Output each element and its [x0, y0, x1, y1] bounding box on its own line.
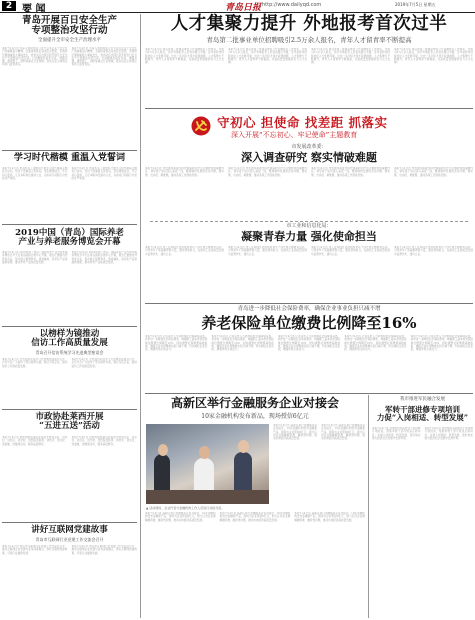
story-subtitle: 全面提升全市安全生产治理水平 [38, 38, 101, 43]
story-divider [2, 409, 137, 410]
story-subtitle: 青岛市互联网行业党建工作交流会召开 [35, 537, 104, 542]
party-emblem-icon [191, 116, 211, 136]
pension-body: 本报7月4日讯 记者从市人力资源和社会保障局获悉，我市进一步降低社会保险费率，城镇职工基本养老保险单位缴费比例降至16%，同时调整社保缴费基数政策，确保企业社保缴费负担只减不增，切实减轻企业负担，增强市场主体活力。 本报7月4日讯 记者从市人力资源和社会保障局获悉，我市进一步降低社会保险费率，城镇职工基本养老保险单位缴费比例降至16%，同时调整社保缴费基数政策，确保企业社保缴费负担只减不增，切实减轻企业负担，增强市场主体活力。 本报7月4日讯 记者从市人力资源和社会保障局获悉，我市进一步降低社会保险费率，城镇职工基本养老保险单位缴费比例降至16%，同时调整社保缴费基数政策，确保企业社保缴费负担只减不增，切实减轻企业负担，增强市场主体活力。 本报7月4日讯 记者从市人力资源和社会保障局获悉，我市进一步降低社会保险费率，城镇职工基本养老保险单位缴费比例降至16%，同时调整社保缴费基数政策，确保企业社保缴费负担只减不增，切实减轻企业负担，增强市场主体活力。 本报7月4日讯 记者从市人力资源和社会保障局获悉，我市进一步降低社会保险费率，城镇职工基本养老保险单位缴费比例降至16%，同时调整社保缴费基数政策，确保企业社保缴费负担只减不增，切实减轻企业负担，增强市场主体活力。 [145, 335, 473, 352]
finance-subheadline: 10家金融机构发布新品，现场授信6亿元 [201, 413, 309, 420]
story-title: 学习时代楷模 重温入党誓词 [13, 153, 126, 163]
left-column [2, 16, 137, 616]
story-divider [2, 326, 137, 327]
section-divider [150, 221, 468, 222]
section-label: 要 闻 [22, 4, 46, 15]
army-headline: 军转干部进修专项培训 力促“入岗相适、转型发展” [376, 405, 469, 423]
story-body: 本报7月4日讯 市政协组织委员赴莱西开展进企业、进乡村、进社区、进学校、进医院送政策、送技术、送文化、送温暖、送健康活动，服务基层群众。 本报7月4日讯 市政协组织委员赴莱西开展进企业、进乡村、进社区、进学校、进医院送政策、送技术、送文化、送温暖、送健康活动，服务基层群众。 [2, 436, 137, 446]
section-divider [145, 393, 473, 394]
story-body: 本报7月4日讯 市直机关工委组织开展学习时代楷模主题党日活动，党员干部重温入党誓词，坚定理想信念，牢记初心使命，立足本职岗位建功立业，以实际行动践行对党的庄严承诺。 本报7月4日讯 市直机关工委组织开展学习时代楷模主题党日活动，党员干部重温入党誓词，坚定理想信念，牢记初心使命，立足本职岗位建功立业，以实际行动践行对党的庄严承诺。 [2, 167, 137, 180]
story-title: 市政协赴莱西开展 “五进五送”活动 [35, 412, 104, 432]
website-url[interactable]: http://www.dailyqd.com [262, 2, 322, 8]
newspaper-logo: 青岛日报 [225, 3, 262, 13]
pension-kicker: 青岛进一步降低社会保险费率，确保企业事业负担只减不增 [237, 306, 381, 312]
column-divider [368, 395, 369, 618]
story-title: 青岛开展百日安全生产 专项整治攻坚行动 [21, 15, 117, 37]
header-rule [0, 12, 475, 13]
story-title: 以榜样为镜推动 信访工作高质量发展 [31, 329, 108, 349]
photo-caption: ▲ 活动现场，企业代表与金融机构工作人员进行对接交流。 [146, 506, 225, 510]
story-divider [2, 224, 137, 225]
finance-body-beside-photo: 本报7月4日讯 高新区举行金融服务企业对接会，10家金融机构发布金融新产品，现场为企业授信6亿元，助力区内企业破解融资难、融资贵问题，推动实体经济高质量发展。 本报7月4日讯 高新区举行金融服务企业对接会，10家金融机构发布金融新产品，现场为企业授信6亿元，助力区内企业破解融资难、融资贵问题，推动实体经济高质量发展。 [273, 424, 365, 441]
feature-headline: 凝聚青春力量 强化使命担当 [241, 230, 377, 243]
theme-banner [185, 112, 460, 142]
story-title: 讲好互联网党建故事 [31, 525, 108, 535]
pension-headline: 养老保险单位缴费比例降至16% [201, 314, 417, 332]
finance-body: 本报7月4日讯 高新区举行金融服务企业对接会，10家金融机构发布金融新产品，现场为企业授信6亿元，助力区内企业破解融资难、融资贵问题，推动实体经济高质量发展。 本报7月4日讯 高新区举行金融服务企业对接会，10家金融机构发布金融新产品，现场为企业授信6亿元，助力区内企业破解融资难、融资贵问题，推动实体经济高质量发展。 本报7月4日讯 高新区举行金融服务企业对接会，10家金融机构发布金融新产品，现场为企业授信6亿元，助力区内企业破解融资难、融资贵问题，推动实体经济高质量发展。 [145, 512, 365, 522]
feature-headline: 深入调查研究 察实情破难题 [241, 151, 377, 164]
section-divider [145, 108, 473, 109]
story-title: 2019中国（青岛）国际养老 产业与养老服务博览会开幕 [15, 228, 124, 248]
lead-subheadline: 青岛第二批事业单位招聘吸引2.5万余人报名，青年人才留青率不断提高 [206, 36, 412, 44]
army-kicker: 我市推进军民融合发展 [400, 397, 445, 402]
story-body: 本报7月4日讯 为深入贯彻落实习近平总书记关于安全生产的重要指示精神，全面排查整治各类安全隐患，有效防范遏制重特大事故发生，我市决定自即日起开展百日安全生产专项整治攻坚行动。行动聚焦危险化学品、道路交通、建筑施工、消防等重点行业领域，落实企业主体责任和部门监管责任。 本报7月4日讯 为深入贯彻落实习近平总书记关于安全生产的重要指示精神，全面排查整治各类安全隐患，有效防范遏制重特大事故发生，我市决定自即日起开展百日安全生产专项整治攻坚行动。行动聚焦危险化学品、道路交通、建筑施工、消防等重点行业领域，落实企业主体责任和部门监管责任。 [2, 47, 137, 67]
feature-body: 本报7月4日讯 市发展改革委坚持把调查研究作为主题教育的重要内容，领导班子成员深入基层一线，聚焦制约发展的突出问题，察实情、出实招、破难题，推动各项工作落地见效。 本报7月4日讯 市发展改革委坚持把调查研究作为主题教育的重要内容，领导班子成员深入基层一线，聚焦制约发展的突出问题，察实情、出实招、破难题，推动各项工作落地见效。 本报7月4日讯 市发展改革委坚持把调查研究作为主题教育的重要内容，领导班子成员深入基层一线，聚焦制约发展的突出问题，察实情、出实招、破难题，推动各项工作落地见效。 本报7月4日讯 市发展改革委坚持把调查研究作为主题教育的重要内容，领导班子成员深入基层一线，聚焦制约发展的突出问题，察实情、出实招、破难题，推动各项工作落地见效。 [145, 167, 473, 177]
story-body: 本报7月4日讯 全市信访系统学习先进典型座谈会召开，会议号召广大信访干部以榜样为镜，践行为民宗旨，推动信访工作高质量发展。 本报7月4日讯 全市信访系统学习先进典型座谈会召开，会议号召广大信访干部以榜样为镜，践行为民宗旨，推动信访工作高质量发展。 [2, 358, 137, 368]
banner-title: 守初心 担使命 找差距 抓落实 [217, 115, 388, 130]
feature-kicker: 市工业和信息化局： [286, 223, 332, 229]
story-divider [2, 150, 137, 151]
story-divider [2, 522, 137, 523]
story-subtitle: 青岛召开信访系统学习先进典型座谈会 [35, 350, 104, 355]
story-body: 本报7月4日讯 青岛市互联网行业党建工作交流会召开，推动互联网企业党建与业务深度融合，讲好互联网党建故事，引领行业健康发展。 本报7月4日讯 青岛市互联网行业党建工作交流会召开，推动互联网企业党建与业务深度融合，讲好互联网党建故事，引领行业健康发展。 [2, 545, 137, 555]
banner-subtitle: 深入开展“不忘初心、牢记使命”主题教育 [231, 131, 358, 139]
feature-body: 本报7月4日讯 市工业和信息化局组织青年干部开展主题教育活动，引导青年干部凝聚青春力量，强化使命担当，在推动工业高质量发展中奋勇争先、建功立业。 本报7月4日讯 市工业和信息化局组织青年干部开展主题教育活动，引导青年干部凝聚青春力量，强化使命担当，在推动工业高质量发展中奋勇争先、建功立业。 本报7月4日讯 市工业和信息化局组织青年干部开展主题教育活动，引导青年干部凝聚青春力量，强化使命担当，在推动工业高质量发展中奋勇争先、建功立业。 本报7月4日讯 市工业和信息化局组织青年干部开展主题教育活动，引导青年干部凝聚青春力量，强化使命担当，在推动工业高质量发展中奋勇争先、建功立业。 [145, 246, 473, 256]
news-photo [146, 424, 269, 504]
lead-headline: 人才集聚力提升 外地报考首次过半 [170, 14, 448, 34]
column-divider [140, 14, 141, 618]
page-number: 2 [2, 1, 16, 11]
lead-body: 本报7月4日讯 青岛市第二批事业单位公开招聘报名工作结束，共吸引2.5万余人报名，其中外地报考人员首次超过半数。近年来我市持续优化人才发展环境，出台一系列引才留才政策措施，人才集聚力不断提升，青年人才留青率不断提高，为高质量发展提供有力人才支撑。 本报7月4日讯 青岛市第二批事业单位公开招聘报名工作结束，共吸引2.5万余人报名，其中外地报考人员首次超过半数。近年来我市持续优化人才发展环境，出台一系列引才留才政策措施，人才集聚力不断提升，青年人才留青率不断提高，为高质量发展提供有力人才支撑。 本报7月4日讯 青岛市第二批事业单位公开招聘报名工作结束，共吸引2.5万余人报名，其中外地报考人员首次超过半数。近年来我市持续优化人才发展环境，出台一系列引才留才政策措施，人才集聚力不断提升，青年人才留青率不断提高，为高质量发展提供有力人才支撑。 本报7月4日讯 青岛市第二批事业单位公开招聘报名工作结束，共吸引2.5万余人报名，其中外地报考人员首次超过半数。近年来我市持续优化人才发展环境，出台一系列引才留才政策措施，人才集聚力不断提升，青年人才留青率不断提高，为高质量发展提供有力人才支撑。 [145, 48, 473, 65]
finance-headline: 高新区举行金融服务企业对接会 [170, 396, 339, 410]
section-divider [145, 303, 473, 304]
feature-kicker: 市发展改革委： [291, 144, 327, 150]
masthead [0, 0, 475, 15]
army-body: 本报7月4日讯 我市组织军队转业干部进修专项培训，帮助军转干部尽快适应新岗位，实现入岗相适、转型发展，更好地在地方经济社会发展中发挥作用。 本报7月4日讯 我市组织军队转业干部进修专项培训，帮助军转干部尽快适应新岗位，实现入岗相适、转型发展，更好地在地方经济社会发展中发挥作用。 [372, 427, 473, 440]
story-body: 本报7月4日讯 2019中国（青岛）国际养老产业与养老服务博览会今天在青岛国际会展中心开幕，展会汇聚国内外养老企业，集中展示智慧养老、康复辅具、适老化产品等最新成果，推动养老产业高质量发展。 本报7月4日讯 2019中国（青岛）国际养老产业与养老服务博览会今天在青岛国际会展中心开幕，展会汇聚国内外养老企业，集中展示智慧养老、康复辅具、适老化产品等最新成果，推动养老产业高质量发展。 [2, 251, 137, 264]
issue-date: 2019年7月5日 星期五 [395, 2, 436, 7]
